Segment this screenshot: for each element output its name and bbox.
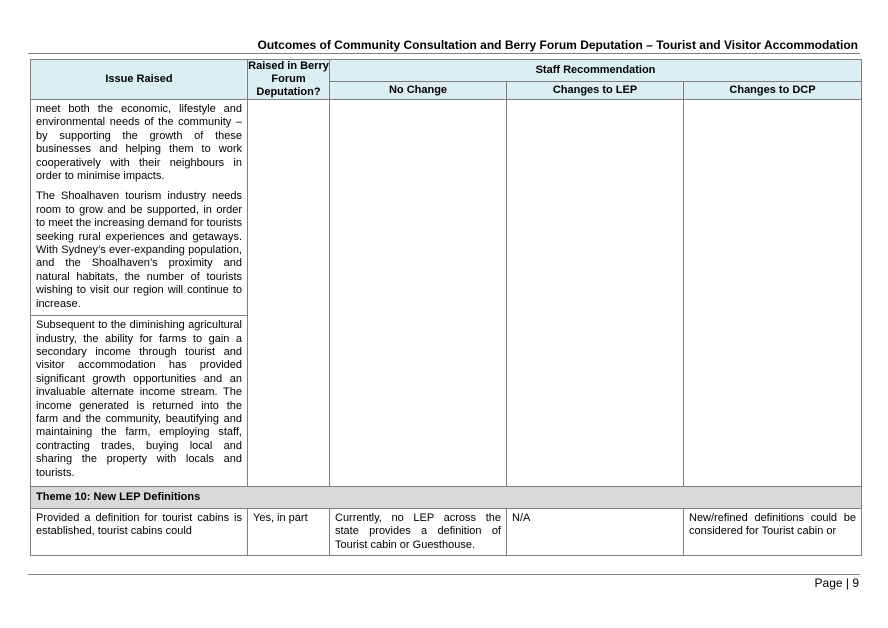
theme-10-heading: Theme 10: New LEP Definitions [31,487,862,509]
header-no-change: No Change [330,82,507,100]
issue-continuation-row [31,100,862,487]
footer-divider [28,574,860,575]
header-changes-to-lep: Changes to LEP [507,82,684,100]
raised-cell-empty [248,100,330,487]
no-change-cell-empty [330,100,507,487]
header-divider [28,53,860,54]
table-header-row-1 [31,60,862,82]
issue-cell: Provided a definition for tourist cabins is established, tourist cabins could [31,509,248,556]
no-change-cell: Currently, no LEP across the state provides a definition of Tourist cabin or Guesthouse. [330,509,507,556]
issue-paragraph: Subsequent to the diminishing agricultural industry, the ability for farms to gain a secondary income through tourist and visitor accommodation has provided significant growth opportunities and an invaluable alternate income stream. The income generated is returned into the farm and the community, beautifying and maintaining the farm, employing staff, contracting trades, buying local and sharing the property with locals and tourists. [31,315,247,484]
consultation-outcomes-table [30,59,862,556]
header-issue-raised: Issue Raised [31,60,248,100]
header-changes-to-dcp: Changes to DCP [684,82,862,100]
theme-row [31,487,862,509]
header-raised-in-berry-forum: Raised in Berry Forum Deputation? [248,60,329,98]
lep-cell-empty [507,100,684,487]
raised-cell: Yes, in part [248,509,330,556]
page-number: Page | 9 [814,576,859,590]
issue-paragraph: meet both the economic, lifestyle and environmental needs of the community – by supporting the growth of these businesses and helping them to work cooperatively with their neighbours in order to minimise impacts. [36,103,242,183]
table-row [31,509,862,556]
dcp-cell-empty [684,100,862,487]
document-header-title: Outcomes of Community Consultation and Berry Forum Deputation – Tourist and Visitor Accommodation [257,38,858,52]
issue-paragraph: The Shoalhaven tourism industry needs room to grow and be supported, in order to meet the increasing demand for tourists seeking rural experiences and getaways. With Sydney’s ever-expanding population, and the Shoalhaven’s proximity and natural habitats, the number of tourists wishing to visit our region will continue to increase. [36,190,242,310]
issue-raised-cell [31,100,248,487]
lep-cell: N/A [507,509,684,556]
dcp-cell: New/refined definitions could be considered for Tourist cabin or [684,509,862,556]
header-staff-recommendation: Staff Recommendation [330,60,862,82]
